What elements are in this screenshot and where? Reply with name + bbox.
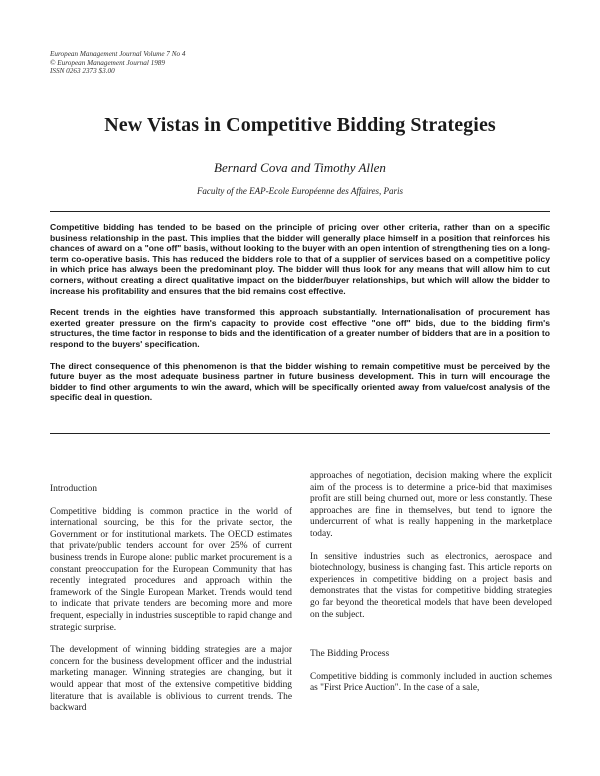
abstract-paragraph: Recent trends in the eighties have transformed this approach substantially. Internationalisation of procurement has exerted greater pressure on the firm's capacity to provide cost effective "one off" bids, due to the bidding firm's structures, the time factor in response to bids and the identification of a greater number of bidders that are in a position to respond to the buyers' specification. (50, 307, 550, 349)
body-paragraph: approaches of negotiation, decision making where the explicit aim of the process is to determine a price-bid that maximises profit are still being churned out, more or less constantly. These approaches are fine in themselves, but tend to ignore the undercurrent of what is really happening in the marketplace today. (310, 471, 552, 539)
author-affiliation: Faculty of the EAP-Ecole Européenne des Affaires, Paris (196, 186, 404, 196)
paper-title: New Vistas in Competitive Bidding Strategies (104, 114, 496, 136)
paper-authors: Bernard Cova and Timothy Allen (214, 160, 386, 175)
journal-header-line: © European Management Journal 1989 (50, 58, 165, 67)
body-paragraph: In sensitive industries such as electronics, aerospace and biotechnology, business is changing fast. This article reports on experiences in competitive bidding on a project basis and demonstrates that the vistas for competitive bidding strategies go far beyond the theoretical models that have been developed on the subject. (310, 551, 552, 620)
journal-header (50, 50, 185, 76)
abstract-bottom-rule (50, 433, 550, 434)
right-column (310, 471, 552, 706)
abstract (50, 222, 550, 414)
abstract-paragraph: The direct consequence of this phenomenon is that the bidder wishing to remain competitive must be perceived by the future buyer as the most adequate business partner in future business development. This in turn will encourage the bidder to find other arguments to win the award, which will be specifically oriented away from value/cost analysis of the specific deal in question. (50, 360, 550, 403)
body-paragraph: Competitive bidding is common practice in the world of international sourcing, be this for the private sector, the Government or for institutional markets. The OECD estimates that private/public tenders account for over 25% of current business trends in Europe alone: public market procurement is a constant preoccupation for the European Community that has recently integrated procedures and approach within the framework of the Single European Market. Trends would tend to indicate that private tenders are becoming more and more frequent, especially in industries susceptible to rapid change and strategic surprise. (50, 506, 292, 633)
left-column (50, 471, 292, 726)
body-paragraph: Competitive bidding is commonly included in auction schemes as "First Price Auction". In the case of a sale, (310, 671, 552, 694)
journal-header-line: ISSN 0263 2373 $3.00 (50, 67, 115, 76)
body-paragraph: The development of winning bidding strategies are a major concern for the business development officer and the industrial marketing manager. Winning strategies are changing, but it would appear that most of the extensive competitive bidding literature that is available is oblivious to current trends. The backward (50, 645, 292, 714)
section-heading-bidding-process: The Bidding Process (310, 649, 390, 660)
section-heading-introduction: Introduction (50, 484, 97, 494)
abstract-paragraph: Competitive bidding has tended to be based on the principle of pricing over other criteria, rather than on a specific business relationship in the past. This implies that the bidder will generally place himself in a position that reinforces his chances of award on a "one off" basis, without looking to the buyer with an open intention of strengthening ties on a long-term co-operative basis. This has reduced the bidders role to that of a supplier of services based on a competitive policy in which price has always been the predominant ploy. The bidder will thus look for any means that will allow him to cut corners, without creating a direct qualitative impact on the bidder/buyer relationships, but which will allow the bidder to increase his profitability and ensures that the bid remains cost effective. (50, 222, 550, 296)
abstract-top-rule (50, 211, 550, 212)
journal-header-line: European Management Journal Volume 7 No 4 (50, 50, 186, 58)
